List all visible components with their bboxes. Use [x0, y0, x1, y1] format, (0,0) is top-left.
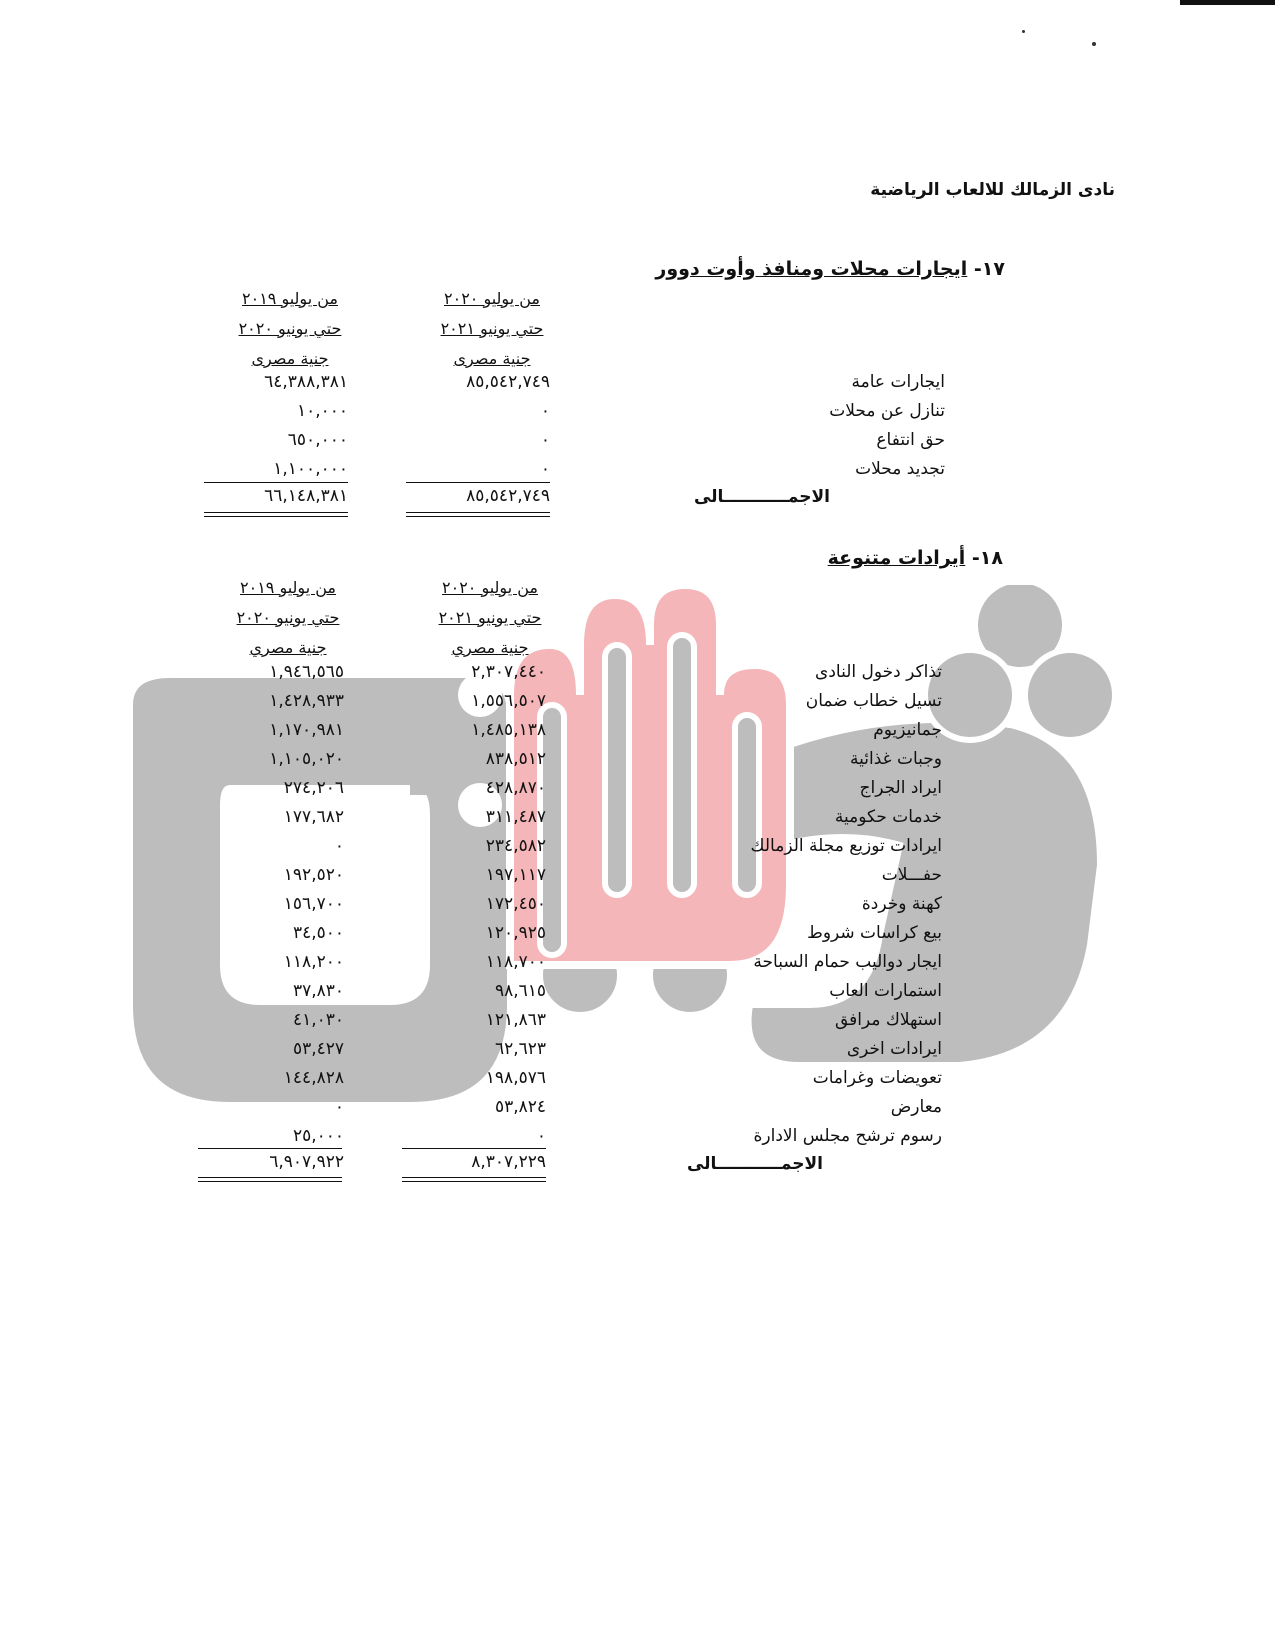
value-current: ٠: [536, 1126, 546, 1146]
value-prior: ٢٧٤,٢٠٦: [283, 778, 344, 798]
value-prior: ١١٨,٢٠٠: [283, 952, 344, 972]
total-label: الاجمـــــــــــالى: [693, 487, 830, 507]
double-underline: [204, 516, 348, 517]
section18-title: [828, 547, 1003, 569]
double-underline: [402, 1177, 546, 1178]
total-current: ٨,٣٠٧,٢٢٩: [471, 1152, 546, 1172]
total-prior: ٦,٩٠٧,٩٢٢: [269, 1152, 344, 1172]
organization-name: نادى الزمالك للالعاب الرياضية: [870, 180, 1115, 200]
col-to: حتي يونيو ٢٠٢٠: [236, 608, 340, 627]
table-row: [0, 426, 1275, 456]
value-prior: ١,٤٢٨,٩٣٣: [269, 691, 344, 711]
table-row: [0, 716, 1275, 746]
section17-col-prior-header: [210, 284, 370, 374]
row-label: استهلاك مرافق: [834, 1010, 942, 1030]
table-row: [0, 919, 1275, 949]
value-current: ٥٣,٨٢٤: [494, 1097, 546, 1117]
table-row: [0, 1093, 1275, 1123]
value-prior: ٢٥,٠٠٠: [292, 1126, 344, 1146]
table-row: [0, 658, 1275, 688]
total-prior: ٦٦,١٤٨,٣٨١: [264, 486, 348, 506]
row-label: حفـــلات: [881, 865, 942, 885]
col-to: حتي يونيو ٢٠٢١: [440, 319, 544, 338]
value-current: ٨٣٨,٥١٢: [485, 749, 546, 769]
double-underline: [406, 512, 550, 513]
row-label: تجديد محلات: [855, 459, 945, 479]
col-to: حتي يونيو ٢٠٢١: [438, 608, 542, 627]
table-row: [0, 803, 1275, 833]
section17-heading: ايجارات محلات ومنافذ وأوت دوور: [655, 258, 968, 280]
value-current: ٠: [540, 459, 550, 479]
row-label: ايجار دواليب حمام السباحة: [753, 952, 942, 972]
value-prior: ٦٤,٣٨٨,٣٨١: [264, 372, 348, 392]
value-current: ١٢٠,٩٢٥: [485, 923, 546, 943]
value-prior: ١,١٧٠,٩٨١: [269, 720, 344, 740]
value-current: ٣١١,٤٨٧: [485, 807, 546, 827]
value-current: ٨٥,٥٤٢,٧٤٩: [466, 372, 550, 392]
value-current: ١,٥٥٦,٥٠٧: [471, 691, 546, 711]
table-row: [0, 1064, 1275, 1094]
table-row: [0, 861, 1275, 891]
table-row: [0, 774, 1275, 804]
table-row: [0, 890, 1275, 920]
row-label: خدمات حكومية: [834, 807, 942, 827]
value-prior: ٤١,٠٣٠: [292, 1010, 344, 1030]
row-label: بيع كراسات شروط: [807, 923, 942, 943]
table-row: [0, 397, 1275, 427]
row-label: معارض: [890, 1097, 942, 1117]
col-from: من يوليو ٢٠١٩: [240, 578, 336, 597]
col-from: من يوليو ٢٠٢٠: [444, 289, 540, 308]
row-label: تعويضات وغرامات: [812, 1068, 942, 1088]
scan-speck: [1180, 0, 1275, 5]
col-currency: جنية مصري: [451, 638, 529, 657]
row-label: جمانيزيوم: [873, 720, 942, 740]
total-row: [0, 482, 1275, 512]
value-current: ١١٨,٧٠٠: [485, 952, 546, 972]
row-label: كهنة وخردة: [861, 894, 942, 914]
double-underline: [402, 1181, 546, 1182]
value-current: ٠: [540, 430, 550, 450]
value-prior: ١٩٢,٥٢٠: [283, 865, 344, 885]
value-current: ٢,٣٠٧,٤٤٠: [471, 662, 546, 682]
section18-number: ١٨-: [971, 547, 1003, 569]
table-row: [0, 1006, 1275, 1036]
col-currency: جنية مصرى: [251, 349, 329, 368]
value-prior: ١,٩٤٦,٥٦٥: [269, 662, 344, 682]
row-label: رسوم ترشح مجلس الادارة: [753, 1126, 942, 1146]
value-prior: ١,١٠٠,٠٠٠: [273, 459, 348, 479]
value-prior: ١٥٦,٧٠٠: [283, 894, 344, 914]
value-current: ١٢١,٨٦٣: [485, 1010, 546, 1030]
value-current: ١٩٨,٥٧٦: [485, 1068, 546, 1088]
row-label: تسيل خطاب ضمان: [805, 691, 942, 711]
section18-col-prior-header: [208, 573, 368, 663]
row-label: ايرادات توزيع مجلة الزمالك: [750, 836, 942, 856]
section17-number: ١٧-: [973, 258, 1005, 280]
value-prior: ٣٤,٥٠٠: [292, 923, 344, 943]
col-from: من يوليو ٢٠٢٠: [442, 578, 538, 597]
double-underline: [204, 512, 348, 513]
value-current: ٢٣٤,٥٨٢: [485, 836, 546, 856]
row-label: تنازل عن محلات: [829, 401, 945, 421]
col-to: حتي يونيو ٢٠٢٠: [238, 319, 342, 338]
value-prior: ٠: [334, 836, 344, 856]
value-prior: ١,١٠٥,٠٢٠: [269, 749, 344, 769]
value-current: ١,٤٨٥,١٣٨: [471, 720, 546, 740]
table-row: [0, 745, 1275, 775]
col-currency: جنية مصري: [249, 638, 327, 657]
table-row: [0, 455, 1275, 485]
table-row: [0, 948, 1275, 978]
total-label: الاجمـــــــــــالى: [686, 1154, 823, 1174]
row-label: تذاكر دخول النادى: [815, 662, 942, 682]
value-current: ١٧٢,٤٥٠: [485, 894, 546, 914]
total-row: [0, 1148, 1275, 1178]
value-prior: ٠: [334, 1097, 344, 1117]
table-row: [0, 1035, 1275, 1065]
value-prior: ١٠,٠٠٠: [296, 401, 348, 421]
row-label: ايرادات اخرى: [846, 1039, 942, 1059]
section18-col-current-header: [410, 573, 570, 663]
scan-speck: [1022, 30, 1025, 33]
value-prior: ٦٥٠,٠٠٠: [287, 430, 348, 450]
table-row: [0, 832, 1275, 862]
double-underline: [406, 516, 550, 517]
row-label: ايراد الجراج: [859, 778, 942, 798]
total-current: ٨٥,٥٤٢,٧٤٩: [466, 486, 550, 506]
table-row: [0, 687, 1275, 717]
double-underline: [198, 1181, 342, 1182]
row-label: وجبات غذائية: [850, 749, 942, 769]
value-current: ١٩٧,١١٧: [485, 865, 546, 885]
value-current: ٤٢٨,٨٧٠: [485, 778, 546, 798]
table-row: [0, 368, 1275, 398]
value-current: ٩٨,٦١٥: [494, 981, 546, 1001]
col-currency: جنية مصرى: [453, 349, 531, 368]
double-underline: [198, 1177, 342, 1178]
value-prior: ٣٧,٨٣٠: [292, 981, 344, 1001]
scan-speck: [1092, 42, 1096, 46]
row-label: استمارات العاب: [829, 981, 942, 1001]
section18-heading: أيرادات متنوعة: [827, 547, 966, 569]
row-label: ايجارات عامة: [851, 372, 945, 392]
value-prior: ١٧٧,٦٨٢: [283, 807, 344, 827]
value-current: ٠: [540, 401, 550, 421]
table-row: [0, 977, 1275, 1007]
col-from: من يوليو ٢٠١٩: [242, 289, 338, 308]
value-prior: ٥٣,٤٢٧: [292, 1039, 344, 1059]
row-label: حق انتفاع: [876, 430, 945, 450]
section17-title: [655, 258, 1005, 280]
section17-col-current-header: [412, 284, 572, 374]
value-current: ٦٢,٦٢٣: [494, 1039, 546, 1059]
value-prior: ١٤٤,٨٢٨: [283, 1068, 344, 1088]
